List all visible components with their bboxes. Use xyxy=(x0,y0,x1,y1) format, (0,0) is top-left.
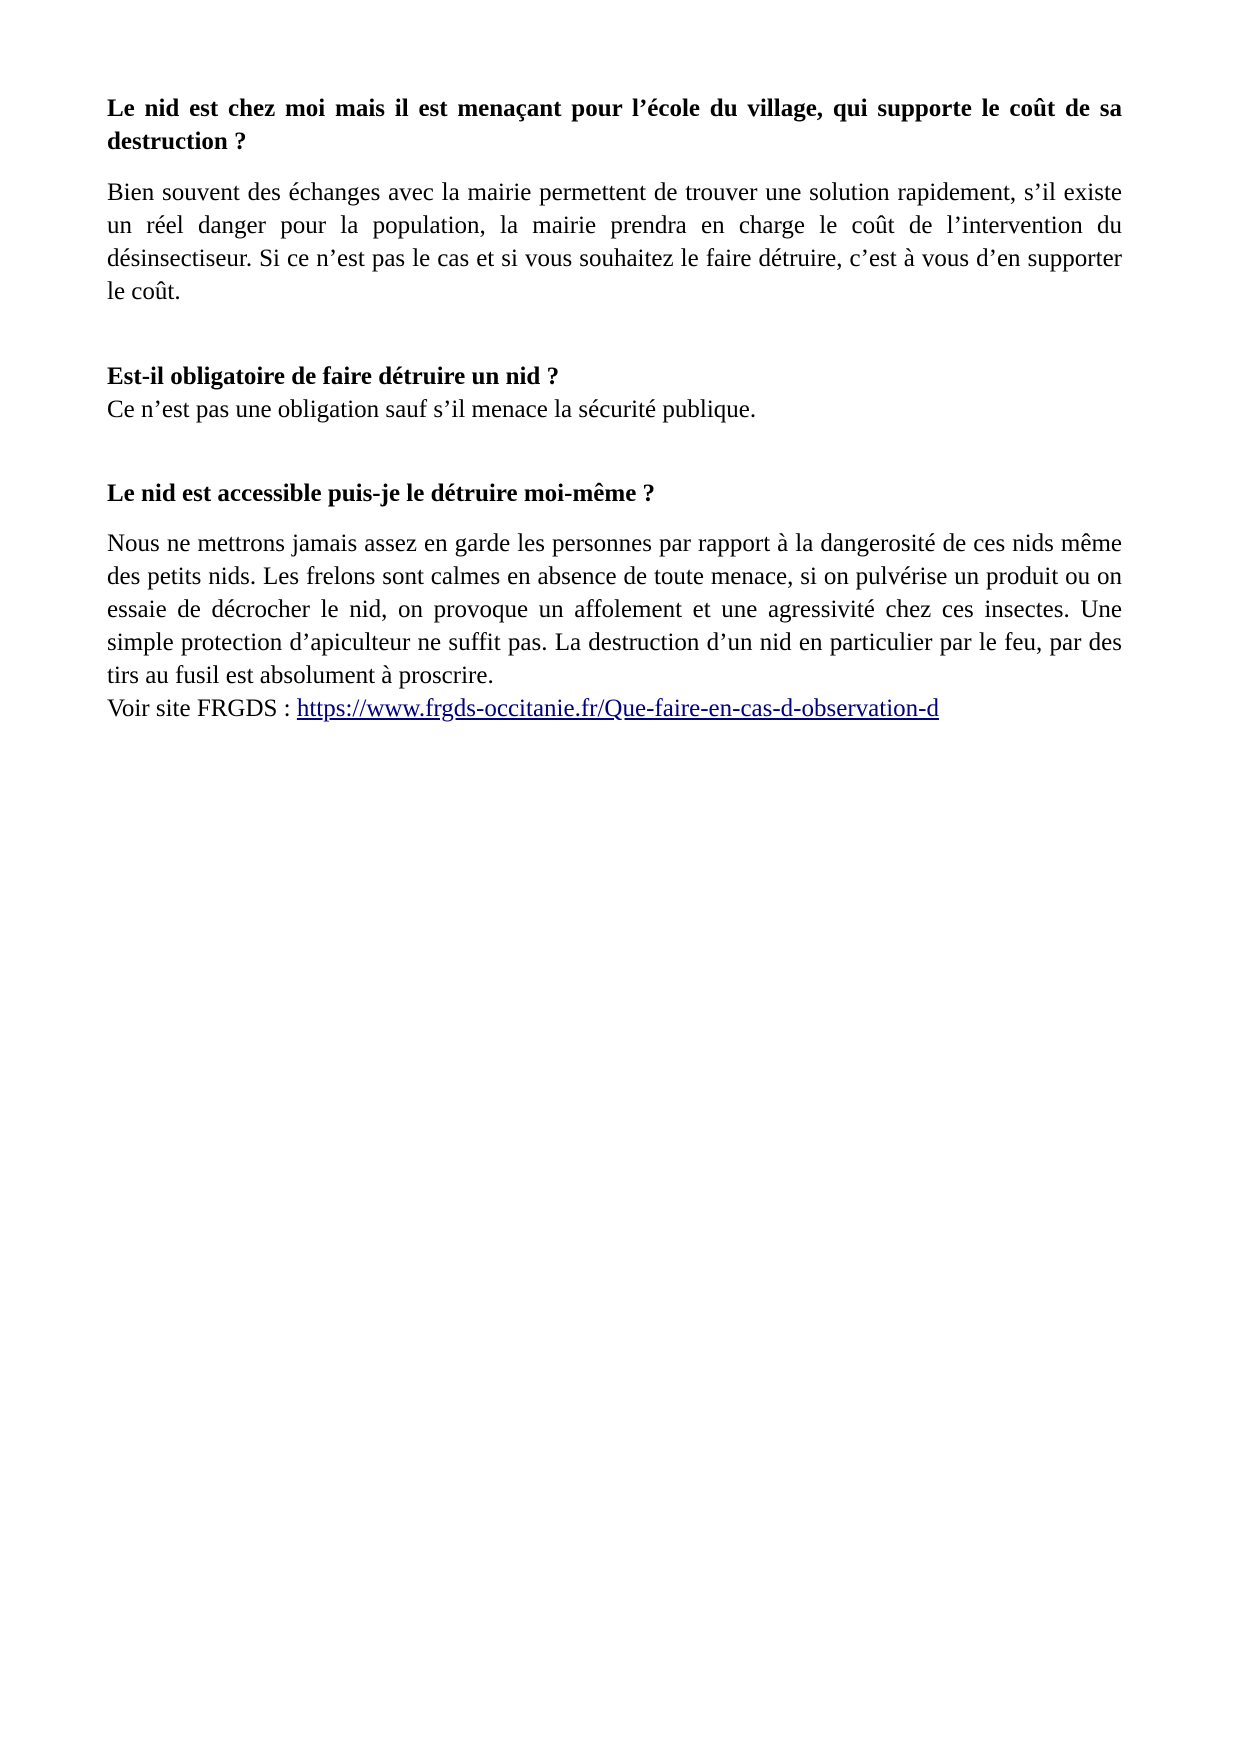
footer-link-prefix: Voir site FRGDS : xyxy=(107,695,297,722)
document-content xyxy=(0,0,1240,725)
footer-link-line xyxy=(107,692,1122,725)
section-3-heading: Le nid est accessible puis-je le détruire moi-même ? xyxy=(107,480,656,507)
section-1-heading: Le nid est chez moi mais il est menaçant pour l’école du village, qui supporte le coût de sa destruction ? xyxy=(107,95,1122,155)
section-1-body: Bien souvent des échanges avec la mairie permettent de trouver une solution rapidement, s’il existe un réel danger pour la population, la mairie prendra en charge le coût de l’intervention du désinsectiseur. Si ce n’est pas le cas et si vous souhaitez le faire détruire, c’est à vous d’en supporter le coût. xyxy=(107,179,1122,305)
section-2-heading: Est-il obligatoire de faire détruire un nid ? xyxy=(107,363,560,390)
frgds-link[interactable]: https://www.frgds-occitanie.fr/Que-faire-en-cas-d-observation-d xyxy=(296,695,939,722)
section-3-body: Nous ne mettrons jamais assez en garde les personnes par rapport à la dangerosité de ces nids même des petits nids. Les frelons sont calmes en absence de toute menace, si on pulvérise un produit ou on essaie de décrocher le nid, on provoque un affolement et une agressivité chez ces insectes. Une simple protection d’apiculteur ne suffit pas. La destruction d’un nid en particulier par le feu, par des tirs au fusil est absolument à proscrire. xyxy=(107,530,1122,689)
section-2-body: Ce n’est pas une obligation sauf s’il menace la sécurité publique. xyxy=(107,396,757,423)
